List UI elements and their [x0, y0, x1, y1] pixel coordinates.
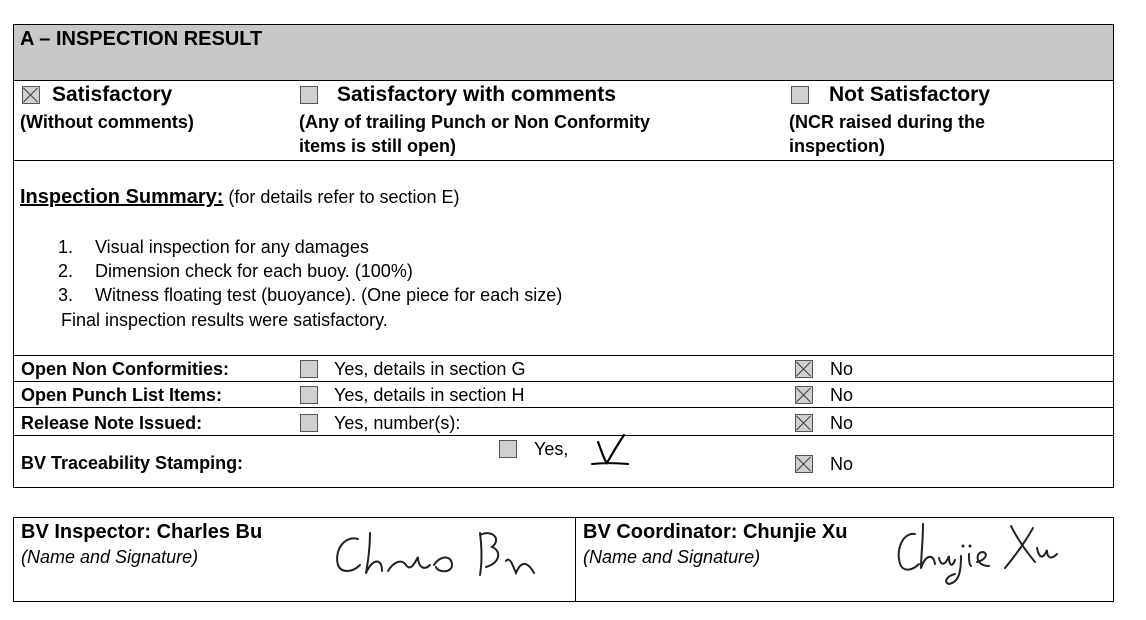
satisfactory-label: Satisfactory [52, 83, 173, 106]
summary-item-number: 3. [58, 285, 74, 305]
handwritten-check-mark [590, 430, 630, 468]
signature-divider [575, 517, 576, 602]
satisfactory-with-comments-checkbox[interactable] [300, 86, 318, 104]
release-note-label: Release Note Issued: [21, 413, 203, 433]
summary-heading [20, 186, 459, 209]
summary-note: (for details refer to section E) [223, 187, 460, 207]
section-title: A – INSPECTION RESULT [20, 28, 263, 50]
traceability-stamping-label: BV Traceability Stamping: [21, 453, 244, 473]
open-punch-list-no-label: No [830, 385, 854, 405]
open-punch-list-yes-label: Yes, details in section H [334, 385, 525, 405]
open-punch-list-no-checkbox[interactable] [795, 386, 813, 404]
open-non-conformities-yes-label: Yes, details in section G [334, 359, 526, 379]
release-note-yes-label: Yes, number(s): [334, 413, 461, 433]
open-punch-list-label: Open Punch List Items: [21, 385, 223, 405]
inspector-title: BV Inspector: Charles Bu [21, 521, 263, 543]
not-satisfactory-subtitle-1: (NCR raised during the [789, 112, 986, 132]
coordinator-subtitle: (Name and Signature) [583, 547, 761, 567]
not-satisfactory-label: Not Satisfactory [829, 83, 991, 106]
traceability-stamping-yes-checkbox[interactable] [499, 440, 517, 458]
divider [14, 160, 1113, 161]
satisfactory-with-comments-subtitle-1: (Any of trailing Punch or Non Conformity [299, 112, 650, 132]
coordinator-signature [893, 520, 1063, 590]
open-non-conformities-label: Open Non Conformities: [21, 359, 229, 379]
summary-conclusion: Final inspection results were satisfactory. [61, 310, 388, 330]
release-note-yes-checkbox[interactable] [300, 414, 318, 432]
satisfactory-with-comments-subtitle-2: items is still open) [299, 136, 457, 156]
not-satisfactory-checkbox[interactable] [791, 86, 809, 104]
traceability-stamping-no-checkbox[interactable] [795, 455, 813, 473]
release-note-no-checkbox[interactable] [795, 414, 813, 432]
summary-item: Witness floating test (buoyance). (One piece for each size) [95, 285, 563, 305]
summary-title: Inspection Summary: [20, 186, 224, 208]
traceability-stamping-no-label: No [830, 454, 854, 474]
divider [14, 435, 1113, 436]
divider [14, 407, 1113, 408]
open-non-conformities-no-checkbox[interactable] [795, 360, 813, 378]
summary-item: Dimension check for each buoy. (100%) [95, 261, 413, 281]
satisfactory-with-comments-label: Satisfactory with comments [337, 83, 616, 106]
summary-item-number: 2. [58, 261, 74, 281]
release-note-no-label: No [830, 413, 854, 433]
traceability-stamping-yes-label: Yes, [534, 439, 569, 459]
inspector-subtitle: (Name and Signature) [21, 547, 199, 567]
inspector-signature [330, 525, 540, 585]
summary-item: Visual inspection for any damages [95, 237, 369, 257]
not-satisfactory-subtitle-2: inspection) [789, 136, 886, 156]
satisfactory-checkbox[interactable] [22, 86, 40, 104]
divider [14, 355, 1113, 356]
satisfactory-subtitle: (Without comments) [20, 112, 194, 132]
open-punch-list-yes-checkbox[interactable] [300, 386, 318, 404]
open-non-conformities-no-label: No [830, 359, 854, 379]
divider [14, 381, 1113, 382]
summary-item-number: 1. [58, 237, 74, 257]
coordinator-title: BV Coordinator: Chunjie Xu [583, 521, 848, 543]
open-non-conformities-yes-checkbox[interactable] [300, 360, 318, 378]
